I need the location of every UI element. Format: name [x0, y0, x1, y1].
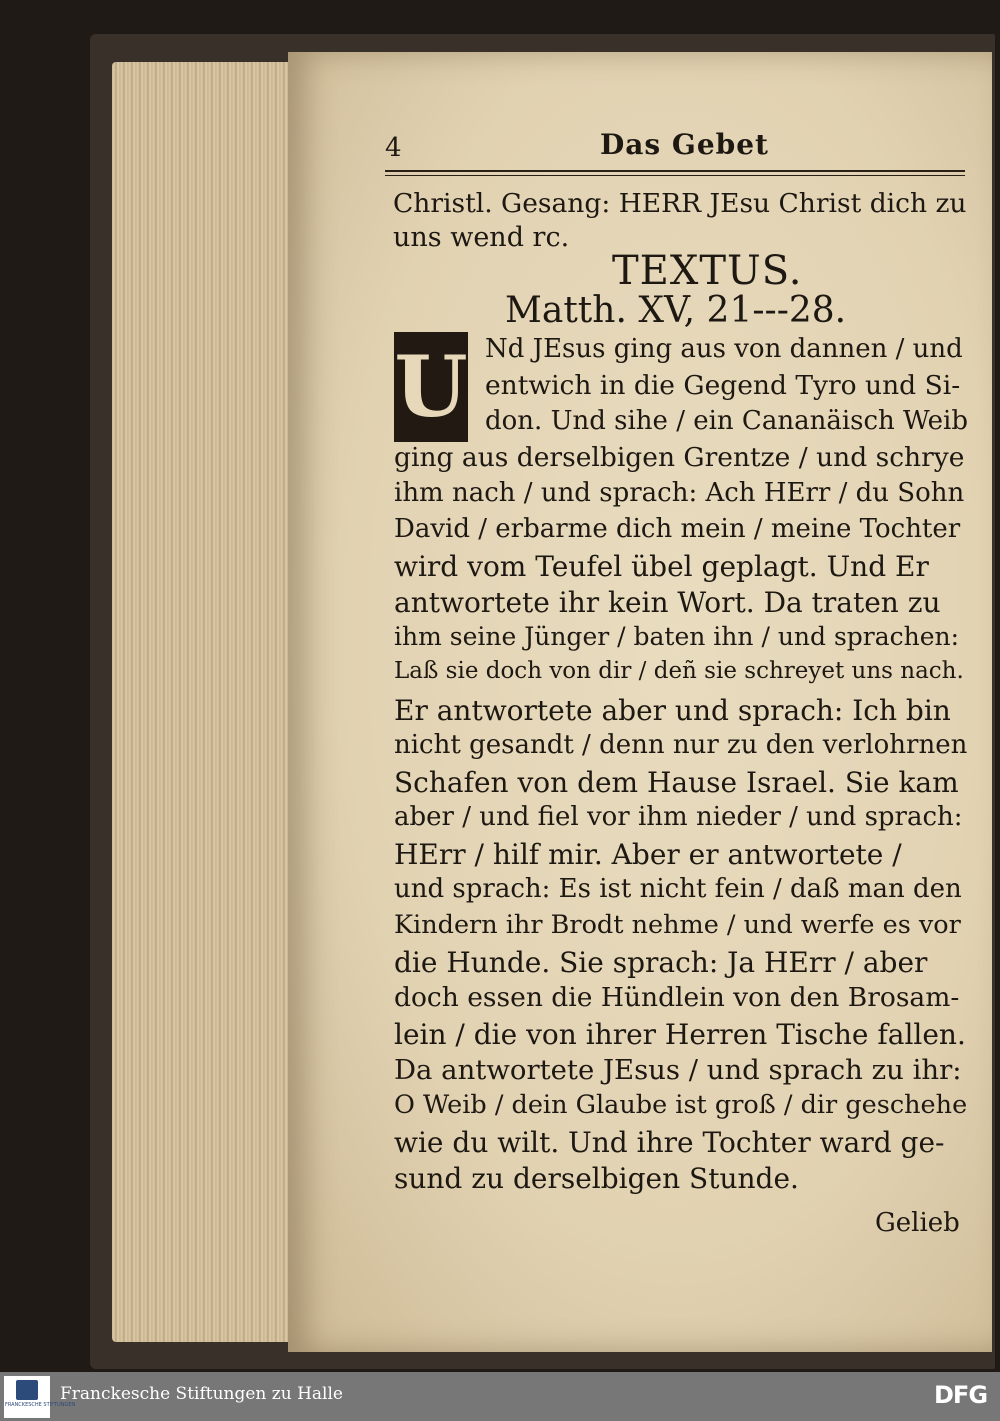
page-number: 4: [385, 133, 402, 163]
body-line: O Weib / dein Glaube ist groß / dir geschehe: [394, 1090, 968, 1120]
body-line: entwich in die Gegend Tyro und Si-: [485, 370, 961, 401]
body-line: doch essen die Hündlein von den Brosam-: [394, 982, 960, 1013]
body-line: ihm nach / und sprach: Ach HErr / du Sohn: [394, 478, 965, 508]
body-line: die Hunde. Sie sprach: Ja HErr / aber: [394, 946, 928, 979]
body-line: Schafen von dem Hause Israel. Sie kam: [394, 766, 959, 799]
page-edges: [112, 62, 302, 1342]
body-line: ging aus derselbigen Grentze / und schrye: [394, 442, 965, 473]
body-line: Er antwortete aber und sprach: Ich bin: [394, 694, 951, 727]
body-line: nicht gesandt / denn nur zu den verlohrnen: [394, 730, 968, 760]
body-line: ihm seine Jünger / baten ihn / und sprachen:: [394, 622, 960, 651]
body-line: wird vom Teufel übel geplagt. Und Er: [394, 550, 929, 583]
scripture-reference: Matth. XV, 21---28.: [505, 290, 847, 331]
body-line: wie du wilt. Und ihre Tochter ward ge-: [394, 1126, 945, 1159]
header-rule-thin: [385, 175, 965, 176]
dfg-logo[interactable]: DFG: [934, 1381, 988, 1409]
body-line: don. Und sihe / ein Cananäisch Weib: [485, 406, 968, 436]
body-line: antwortete ihr kein Wort. Da traten zu: [394, 586, 941, 619]
hymn-line-1: Christl. Gesang: HERR JEsu Christ dich zu: [393, 188, 967, 219]
body-line: sund zu derselbigen Stunde.: [394, 1162, 799, 1195]
textus-heading: TEXTUS.: [612, 248, 803, 294]
running-head: Das Gebet: [600, 128, 769, 161]
body-line: und sprach: Es ist nicht fein / daß man den: [394, 874, 962, 904]
body-line: aber / und fiel vor ihm nieder / und sprach:: [394, 802, 963, 832]
hymn-line-2: uns wend rc.: [393, 222, 570, 253]
body-line: Nd JEsus ging aus von dannen / und: [485, 334, 963, 364]
body-line: Laß sie doch von dir / deñ sie schreyet uns nach.: [394, 658, 964, 684]
header-rule: [385, 170, 965, 172]
logo-caption: FRANCKESCHE STIFTUNGEN: [5, 1402, 76, 1408]
institution-name[interactable]: Franckesche Stiftungen zu Halle: [60, 1384, 343, 1404]
body-line: David / erbarme dich mein / meine Tochter: [394, 514, 961, 544]
body-line: Da antwortete JEsus / und sprach zu ihr:: [394, 1054, 962, 1086]
catchword: Gelieb: [875, 1208, 960, 1238]
body-line: HErr / hilf mir. Aber er antwortete /: [394, 838, 902, 871]
body-line: Kindern ihr Brodt nehme / und werfe es vor: [394, 910, 961, 940]
building-icon: [16, 1380, 38, 1400]
decorated-initial: U: [394, 332, 468, 442]
body-line: lein / die von ihrer Herren Tische fallen.: [394, 1018, 966, 1051]
